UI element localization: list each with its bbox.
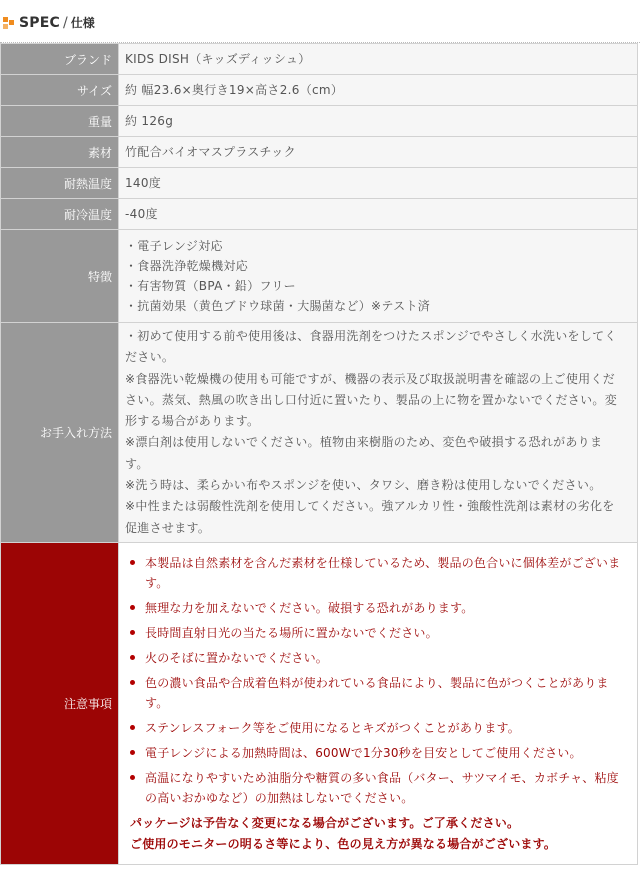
spec-line: 140度 [125,175,162,190]
spec-value [119,230,638,323]
spec-line: -40度 [125,206,158,221]
caution-line: す。 [145,696,169,711]
spec-value [119,199,638,230]
bullet-icon [130,560,135,565]
bullet-icon [130,725,135,730]
bullet-icon [130,750,135,755]
spec-line: ださい。 [125,350,175,365]
spec-row-care [1,323,638,543]
caution-line: 色の濃い食品や合成着色料が使われている食品により、製品に色がつくことがありま [145,676,609,691]
bullet-icon [130,680,135,685]
caution-item [125,768,631,808]
spec-value [119,137,638,168]
caution-line: 高温になりやすいため油脂分や糖質の多い食品（バター、サツマイモ、カボチャ、粘度 [145,771,619,786]
spec-row-size [1,75,638,106]
bullet-icon [130,655,135,660]
spec-row-brand [1,44,638,75]
caution-line: 長時間直射日光の当たる場所に置かないでください。 [145,626,438,641]
title-separator: / [62,15,68,31]
spec-label: ブランド [1,44,119,75]
caution-item [125,553,631,593]
caution-notes [125,813,631,855]
orange-square-bullet-icon [3,17,15,29]
spec-line: ・抗菌効果（黄色ブドウ球菌・大腸菌など）※テスト済 [125,299,431,313]
spec-value [119,168,638,199]
spec-value [119,75,638,106]
caution-item [125,623,631,643]
spec-table [0,43,638,865]
caution-line: 本製品は自然素材を含んだ素材を仕様しているため、製品の色合いに個体差がございま [145,556,621,571]
caution-content [119,542,638,864]
caution-line: 無理な力を加えないでください。破損する恐れがあります。 [145,601,474,616]
caution-line: の高いおかゆなど）の加熱はしないでください。 [145,791,414,806]
caution-item [125,598,631,618]
spec-line: ※中性または弱酸性洗剤を使用してください。強アルカリ性・強酸性洗剤は素材の劣化を [125,499,615,514]
spec-line: さい。蒸気、熱風の吹き出し口付近に置いたり、製品の上に物を置かないでください。変 [125,392,618,407]
spec-line: す。 [125,456,149,471]
section-title [19,14,95,31]
spec-value [119,106,638,137]
spec-label: 耐冷温度 [1,199,119,230]
caution-note: ご使用のモニターの明るさ等により、色の見え方が異なる場合がございます。 [130,837,557,852]
spec-line: ・初めて使用する前や使用後は、食器用洗剤をつけたスポンジでやさしく水洗いをしてく [125,329,617,343]
caution-label: 注意事項 [1,542,119,864]
caution-item [125,673,631,713]
bullet-icon [130,775,135,780]
spec-value [119,44,638,75]
spec-line: ・食器洗浄乾燥機対応 [125,259,249,273]
spec-label: 特徴 [1,230,119,323]
spec-line: 促進させます。 [125,520,211,535]
spec-line: 約 126g [125,113,174,128]
spec-label: 重量 [1,106,119,137]
spec-line: 約 幅23.6×奥行き19×高さ2.6（cm） [125,82,344,97]
caution-row [1,542,638,864]
spec-value [119,323,638,543]
spec-line: 形する場合があります。 [125,414,260,429]
section-title-ja: 仕様 [70,16,95,30]
spec-label: サイズ [1,75,119,106]
caution-line: 電子レンジによる加熱時間は、600Wで1分30秒を目安としてご使用ください。 [145,746,582,761]
caution-item [125,718,631,738]
caution-line: 火のそばに置かないでください。 [145,651,329,666]
caution-list [125,553,631,808]
spec-line: ※食器洗い乾燥機の使用も可能ですが、機器の表示及び取扱説明書を確認の上ご使用くだ [125,371,616,386]
spec-label: お手入れ方法 [1,323,119,543]
spec-line: ※漂白剤は使用しないでください。植物由来樹脂のため、変色や破損する恐れがありま [125,435,603,450]
spec-row-heat-resistance [1,168,638,199]
section-header [0,0,640,43]
spec-line: KIDS DISH（キッズディッシュ） [125,51,311,66]
spec-row-material [1,137,638,168]
spec-line: ・電子レンジ対応 [125,239,223,253]
spec-label: 素材 [1,137,119,168]
caution-line: ステンレスフォーク等をご使用になるとキズがつくことがあります。 [145,721,520,736]
spec-row-cold-resistance [1,199,638,230]
spec-row-weight [1,106,638,137]
caution-line: す。 [145,576,169,591]
spec-line: ・有害物質（BPA・鉛）フリー [125,279,296,293]
caution-item [125,743,631,763]
caution-item [125,648,631,668]
bullet-icon [130,605,135,610]
spec-line: 竹配合バイオマスプラスチック [125,144,296,159]
spec-row-features [1,230,638,323]
caution-note: パッケージは予告なく変更になる場合がございます。ご了承ください。 [130,816,520,831]
spec-line: ※洗う時は、柔らかい布やスポンジを使い、タワシ、磨き粉は使用しないでください。 [125,478,602,493]
section-title-en: SPEC [19,15,60,31]
bullet-icon [130,630,135,635]
spec-label: 耐熱温度 [1,168,119,199]
